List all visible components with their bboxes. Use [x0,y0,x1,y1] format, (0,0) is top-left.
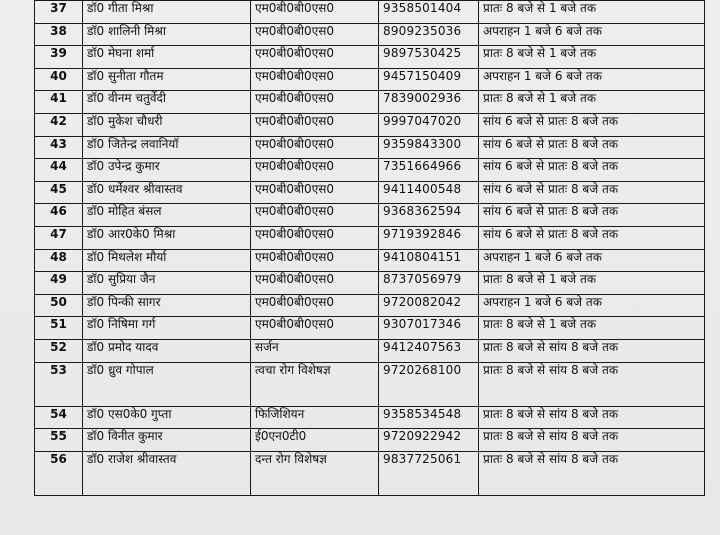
duty-timing: प्रातः 8 बजे से सांय 8 बजे तक [479,362,705,406]
doctor-name: डॉ0 ध्रुव गोपाल [83,362,251,406]
doctor-name: डॉ0 शालिनी मिश्रा [83,23,251,46]
duty-timing: अपराहन 1 बजे 6 बजे तक [479,249,705,272]
doctor-name: डॉ0 राजेश श्रीवास्तव [83,451,251,495]
serial-number: 44 [35,159,83,182]
qualification: एम0बी0बी0एस0 [251,136,379,159]
table-row [35,406,705,429]
duty-timing: सांय 6 बजे से प्रातः 8 बजे तक [479,181,705,204]
qualification: एम0बी0बी0एस0 [251,23,379,46]
qualification: एम0बी0बी0एस0 [251,46,379,69]
table-row [35,46,705,69]
table-row [35,226,705,249]
qualification: एम0बी0बी0एस0 [251,272,379,295]
phone-number: 9719392846 [379,226,479,249]
serial-number: 54 [35,406,83,429]
serial-number: 37 [35,1,83,24]
serial-number: 42 [35,113,83,136]
phone-number: 9412407563 [379,339,479,362]
duty-timing: अपराहन 1 बजे 6 बजे तक [479,68,705,91]
qualification: एम0बी0बी0एस0 [251,294,379,317]
phone-number: 9997047020 [379,113,479,136]
duty-timing: सांय 6 बजे से प्रातः 8 बजे तक [479,204,705,227]
serial-number: 39 [35,46,83,69]
table-row [35,91,705,114]
duty-timing: सांय 6 बजे से प्रातः 8 बजे तक [479,159,705,182]
serial-number: 45 [35,181,83,204]
qualification: एम0बी0बी0एस0 [251,204,379,227]
table-row [35,317,705,340]
serial-number: 55 [35,429,83,452]
serial-number: 53 [35,362,83,406]
qualification: फिजिशियन [251,406,379,429]
doctor-name: डॉ0 वीनम चतुर्वेदी [83,91,251,114]
table-row [35,249,705,272]
doctor-name: डॉ0 सुनीता गौतम [83,68,251,91]
duty-timing: प्रातः 8 बजे से 1 बजे तक [479,272,705,295]
phone-number: 9897530425 [379,46,479,69]
qualification: एम0बी0बी0एस0 [251,159,379,182]
table-row [35,113,705,136]
phone-number: 9837725061 [379,451,479,495]
duty-timing: प्रातः 8 बजे से 1 बजे तक [479,1,705,24]
phone-number: 7351664966 [379,159,479,182]
serial-number: 49 [35,272,83,295]
duty-timing: प्रातः 8 बजे से सांय 8 बजे तक [479,406,705,429]
qualification: एम0बी0बी0एस0 [251,317,379,340]
doctor-name: डॉ0 मेघना शर्मा [83,46,251,69]
table-row [35,68,705,91]
phone-number: 8909235036 [379,23,479,46]
phone-number: 8737056979 [379,272,479,295]
phone-number: 7839002936 [379,91,479,114]
duty-timing: अपराहन 1 बजे 6 बजे तक [479,294,705,317]
duty-timing: प्रातः 8 बजे से 1 बजे तक [479,317,705,340]
qualification: त्वचा रोग विशेषज्ञ [251,362,379,406]
duty-timing: प्रातः 8 बजे से सांय 8 बजे तक [479,429,705,452]
doctor-name: डॉ0 विनीत कुमार [83,429,251,452]
serial-number: 46 [35,204,83,227]
qualification: एम0बी0बी0एस0 [251,181,379,204]
table-row [35,451,705,495]
table-row [35,339,705,362]
qualification: एम0बी0बी0एस0 [251,226,379,249]
table-row [35,204,705,227]
doctor-name: डॉ0 मुकेश चौधरी [83,113,251,136]
doctor-name: डॉ0 मिथलेश मौर्या [83,249,251,272]
phone-number: 9358534548 [379,406,479,429]
qualification: एम0बी0बी0एस0 [251,249,379,272]
table-row [35,429,705,452]
serial-number: 47 [35,226,83,249]
qualification: दन्त रोग विशेषज्ञ [251,451,379,495]
phone-number: 9307017346 [379,317,479,340]
table-row [35,181,705,204]
table-row [35,23,705,46]
phone-number: 9411400548 [379,181,479,204]
serial-number: 48 [35,249,83,272]
duty-timing: प्रातः 8 बजे से 1 बजे तक [479,46,705,69]
phone-number: 9720922942 [379,429,479,452]
doctor-name: डॉ0 धर्मेश्वर श्रीवास्तव [83,181,251,204]
table-row [35,294,705,317]
table-row [35,159,705,182]
table-row [35,272,705,295]
serial-number: 51 [35,317,83,340]
serial-number: 43 [35,136,83,159]
duty-timing: प्रातः 8 बजे से सांय 8 बजे तक [479,451,705,495]
doctor-name: डॉ0 गीता मिश्रा [83,1,251,24]
duty-timing: सांय 6 बजे से प्रातः 8 बजे तक [479,136,705,159]
duty-timing: प्रातः 8 बजे से सांय 8 बजे तक [479,339,705,362]
qualification: एम0बी0बी0एस0 [251,113,379,136]
qualification: एम0बी0बी0एस0 [251,68,379,91]
serial-number: 52 [35,339,83,362]
doctor-name: डॉ0 एस0के0 गुप्ता [83,406,251,429]
qualification: एम0बी0बी0एस0 [251,1,379,24]
qualification: एम0बी0बी0एस0 [251,91,379,114]
phone-number: 9368362594 [379,204,479,227]
table-row [35,362,705,406]
doctor-name: डॉ0 निषिमा गर्ग [83,317,251,340]
serial-number: 40 [35,68,83,91]
phone-number: 9359843300 [379,136,479,159]
doctor-name: डॉ0 जितेन्द्र लवानियॉ [83,136,251,159]
phone-number: 9358501404 [379,1,479,24]
serial-number: 56 [35,451,83,495]
doctor-name: डॉ0 उपेन्द्र कुमार [83,159,251,182]
duty-timing: सांय 6 बजे से प्रातः 8 बजे तक [479,226,705,249]
doctor-name: डॉ0 पिन्की सागर [83,294,251,317]
duty-timing: प्रातः 8 बजे से 1 बजे तक [479,91,705,114]
table-row [35,136,705,159]
doctor-name: डॉ0 सुप्रिया जैन [83,272,251,295]
table-row [35,1,705,24]
duty-timing: अपराहन 1 बजे 6 बजे तक [479,23,705,46]
qualification: ई0एन0टी0 [251,429,379,452]
doctor-name: डॉ0 प्रमोद यादव [83,339,251,362]
qualification: सर्जन [251,339,379,362]
serial-number: 41 [35,91,83,114]
doctor-name: डॉ0 मोहित बंसल [83,204,251,227]
doctor-roster-table [34,0,705,496]
duty-timing: सांय 6 बजे से प्रातः 8 बजे तक [479,113,705,136]
phone-number: 9410804151 [379,249,479,272]
serial-number: 38 [35,23,83,46]
phone-number: 9720082042 [379,294,479,317]
serial-number: 50 [35,294,83,317]
phone-number: 9457150409 [379,68,479,91]
doctor-name: डॉ0 आर0के0 मिश्रा [83,226,251,249]
phone-number: 9720268100 [379,362,479,406]
